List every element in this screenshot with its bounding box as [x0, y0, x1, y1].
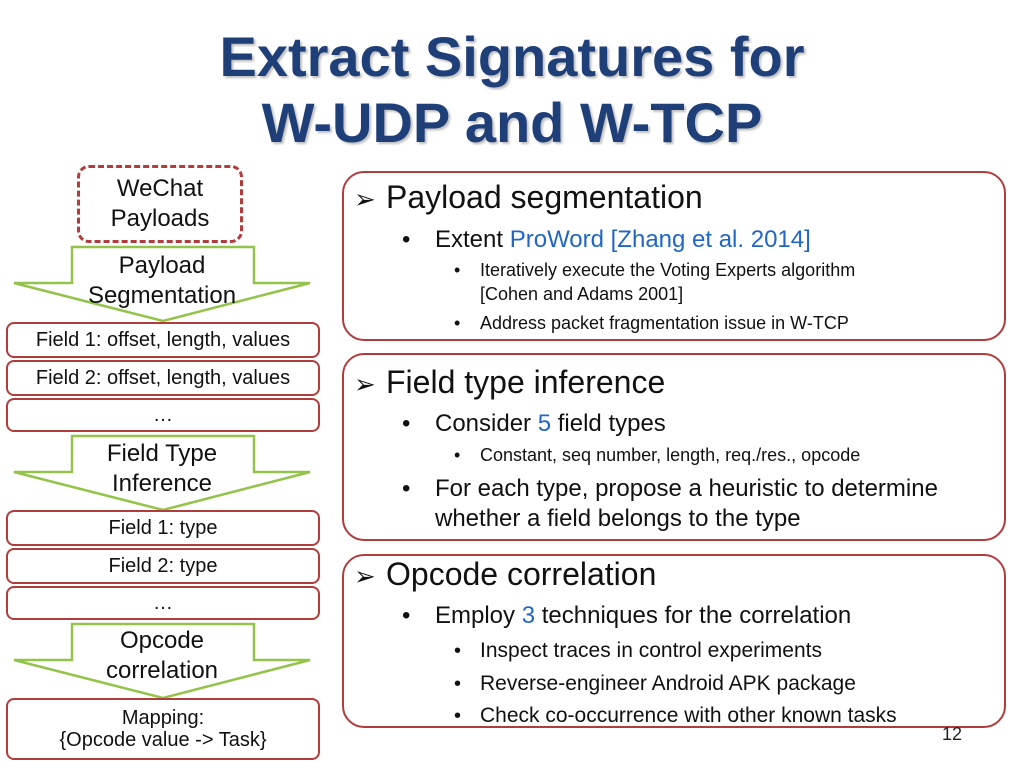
opcode-correlation-label — [62, 626, 262, 686]
page-number: 12 — [941, 724, 962, 744]
bullet-icon: • — [402, 475, 411, 502]
field2-type-box — [6, 548, 320, 584]
voting-experts-line-1: Iteratively execute the Voting Experts algorithm — [480, 260, 856, 280]
field1-values-box — [6, 322, 320, 358]
field2-values-text: Field 2: offset, length, values — [35, 367, 291, 389]
bullet-icon: • — [454, 260, 461, 280]
arrow-bullet-icon: ➢ — [354, 369, 376, 399]
proword-citation-link: ProWord [Zhang et al. 2014] — [509, 226, 811, 253]
ellipsis-text-2: … — [153, 592, 173, 614]
field-type-inference-heading — [354, 364, 665, 402]
field-type-inference-line-1: Field Type — [106, 440, 218, 467]
title-line-2: W-UDP and W-TCP — [261, 91, 763, 154]
techniques-prefix: Employ — [435, 602, 522, 629]
field2-type-text: Field 2: type — [108, 555, 218, 577]
inspect-traces-bullet: Inspect traces in control experiments — [480, 639, 822, 662]
heuristic-bullet — [435, 474, 938, 534]
proword-bullet — [435, 225, 811, 255]
mapping-line-2: {Opcode value -> Task} — [59, 729, 267, 751]
payload-segmentation-line-1: Payload — [118, 252, 206, 279]
arrow-bullet-icon: ➢ — [354, 561, 376, 591]
field-type-inference-heading-text: Field type inference — [386, 364, 666, 400]
heuristic-line-2: whether a field belongs to the type — [435, 505, 801, 532]
field-type-inference-line-2: Inference — [111, 470, 213, 497]
wechat-payloads-box — [77, 165, 243, 243]
bullet-icon: • — [402, 602, 411, 629]
arrow-bullet-icon: ➢ — [354, 184, 376, 214]
payload-segmentation-heading — [354, 179, 703, 217]
field1-type-box — [6, 510, 320, 546]
field-types-count: 5 — [537, 410, 552, 437]
voting-experts-line-2: [Cohen and Adams 2001] — [480, 284, 684, 304]
bullet-icon: • — [454, 313, 461, 333]
techniques-bullet — [435, 601, 851, 631]
co-occurrence-bullet: Check co-occurrence with other known tasks — [480, 704, 897, 727]
ellipsis-text-1: … — [153, 404, 173, 426]
payload-segmentation-line-2: Segmentation — [87, 282, 237, 309]
field-types-suffix: field types — [551, 410, 666, 437]
field1-values-text: Field 1: offset, length, values — [35, 329, 291, 351]
ellipsis-box-2 — [6, 586, 320, 620]
mapping-box — [6, 698, 320, 760]
payload-segmentation-heading-text: Payload segmentation — [386, 179, 703, 215]
techniques-count: 3 — [521, 602, 536, 629]
bullet-icon: • — [454, 705, 462, 727]
wechat-payloads-line-2: Payloads — [110, 205, 210, 232]
field-types-list: Constant, seq number, length, req./res., opcode — [480, 445, 861, 465]
mapping-line-1: Mapping: — [121, 707, 205, 729]
title-line-1: Extract Signatures for — [219, 25, 805, 88]
opcode-correlation-line-2: correlation — [105, 657, 219, 684]
proword-bullet-prefix: Extent — [435, 226, 510, 253]
field2-values-box — [6, 360, 320, 396]
field-types-prefix: Consider — [435, 410, 538, 437]
bullet-icon: • — [454, 673, 462, 695]
field-type-inference-label — [62, 439, 262, 499]
slide-title — [0, 24, 1024, 156]
opcode-correlation-heading-text: Opcode correlation — [386, 556, 657, 592]
opcode-correlation-line-1: Opcode — [119, 627, 205, 654]
payload-segmentation-label — [62, 251, 262, 311]
ellipsis-box-1 — [6, 398, 320, 432]
voting-experts-bullet — [480, 258, 855, 306]
heuristic-line-1: For each type, propose a heuristic to determine — [435, 475, 938, 502]
bullet-icon: • — [402, 410, 411, 437]
opcode-correlation-heading — [354, 556, 656, 594]
bullet-icon: • — [454, 445, 461, 465]
techniques-suffix: techniques for the correlation — [535, 602, 852, 629]
field-types-bullet — [435, 409, 666, 439]
bullet-icon: • — [402, 226, 411, 253]
bullet-icon: • — [454, 640, 462, 662]
fragmentation-bullet: Address packet fragmentation issue in W-TCP — [480, 313, 849, 333]
field1-type-text: Field 1: type — [108, 517, 218, 539]
wechat-payloads-line-1: WeChat — [116, 175, 204, 202]
reverse-engineer-bullet: Reverse-engineer Android APK package — [480, 672, 856, 695]
